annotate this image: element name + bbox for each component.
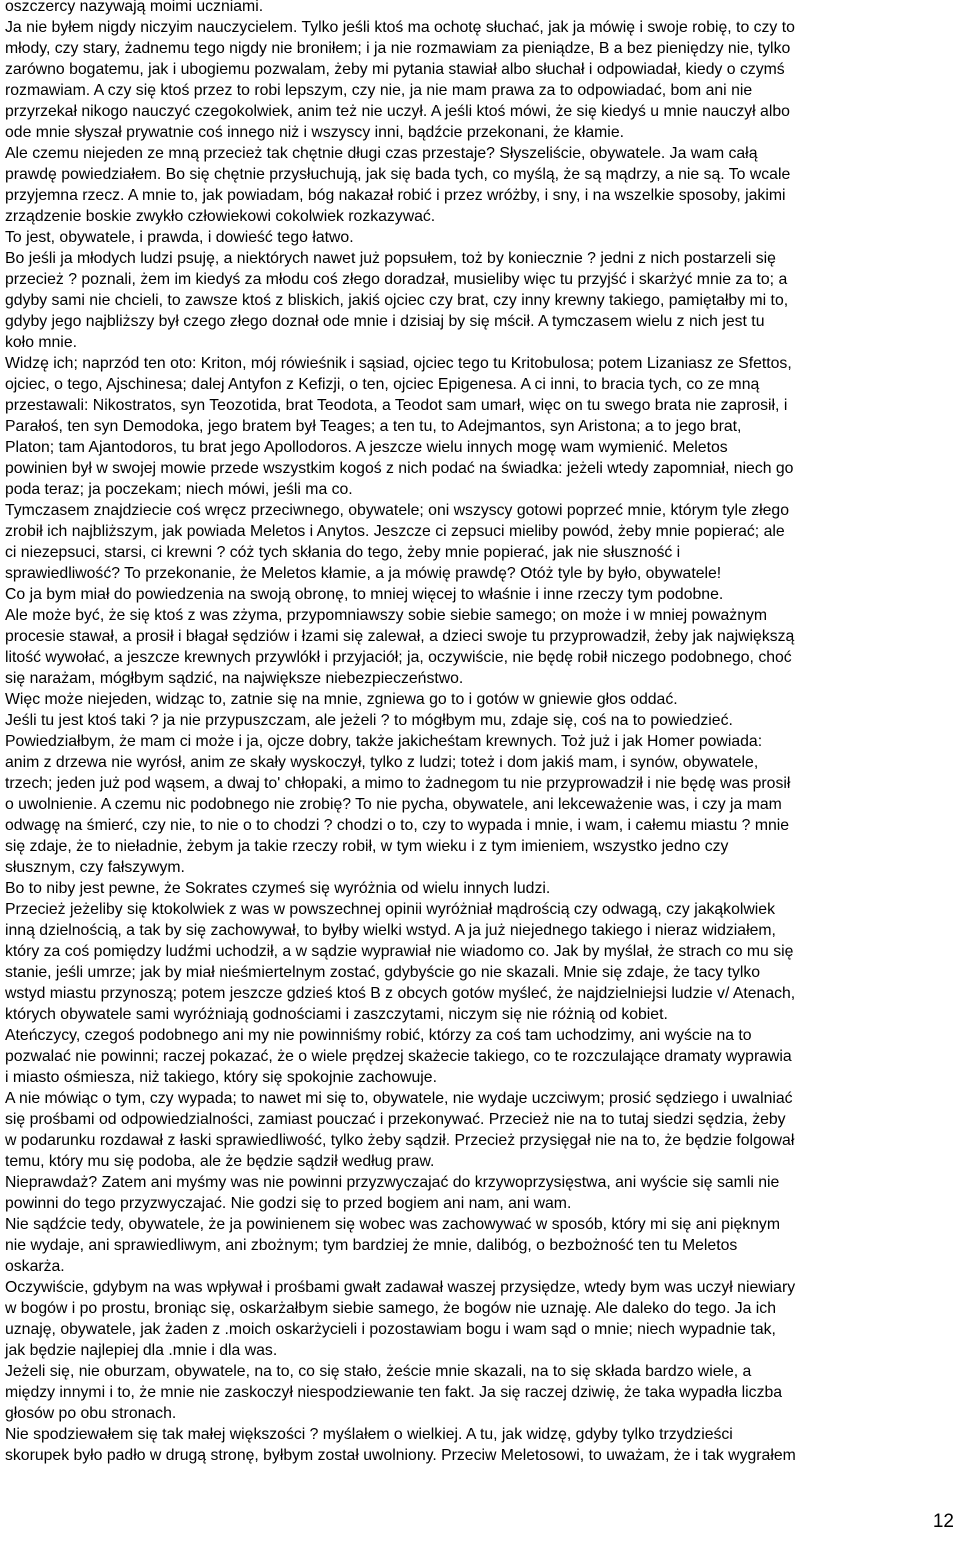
text-line: się zdaje, że to nieładnie, żebym ja takie rzeczy robił, w tym wieku i z tym imieniem, wszystko jedno czy: [5, 838, 729, 855]
text-line: rozmawiam. A czy się ktoś przez to robi lepszym, czy nie, ja nie mam prawa za to odpowiadać, bom ani nie: [5, 82, 753, 99]
text-line: Bo jeśli ja młodych ludzi psuję, a niektórych nawet już popsułem, toż by koniecznie ? jedni z nich postarzeli się: [5, 250, 776, 267]
text-line: stanie, jeśli umrze; jak by miał nieśmiertelnym zostać, gdybyście go nie skazali. Mnie się zdaje, że tacy tylko: [5, 964, 761, 981]
text-line: przyjemna rzecz. A mnie to, jak powiadam, bóg nakazał robić i przez wróżby, i sny, i na wszelkie sposoby, jakimi: [5, 187, 786, 204]
text-line: Ale może być, że się ktoś z was zżyma, przypomniawszy sobie siebie samego; on może i w mniej poważnym: [5, 607, 768, 624]
text-line: temu, który mu się podoba, ale że będzie sądził według praw.: [5, 1153, 435, 1170]
text-line: trzech; jeden już pod wąsem, a dwaj to' chłopaki, a mimo to żadnegom tu nie przyprowadził i nie będę was prosił: [5, 775, 791, 792]
text-line: Oczywiście, gdybym na was wpływał i prośbami gwałt zadawał waszej przysiędze, wtedy bym was uczył niewiary: [5, 1279, 796, 1296]
text-line: Nieprawdaż? Zatem ani myśmy was nie powinni przyzwyczajać do krzywoprzysięstwa, ani wyście się samli nie: [5, 1174, 780, 1191]
text-line: przestawali: Nikostratos, syn Teozotida, brat Teodota, a Teodot sam umarł, więc on tu swego brata nie zaprosił, i: [5, 397, 788, 414]
text-line: prawdę powiedziałem. Bo się chętnie przysłuchują, jak się bada tych, co myślą, że są mądrzy, a nie są. To wcale: [5, 166, 791, 183]
text-line: Powiedziałbym, że mam ci może i ja, ojcze dobry, także jakicheśtam krewnych. Toż już i jak Homer powiada:: [5, 733, 763, 750]
text-line: sprawiedliwość? To przekonanie, że Meletos kłamie, a ja mówię prawdę? Otóż tyle by było, obywatele!: [5, 565, 722, 582]
text-line: zrobił ich najbliższym, jak powiada Meletos i Anytos. Jeszcze ci zepsuci mieliby powód, żeby mnie popierać; ale: [5, 523, 785, 540]
text-line: jak będzie najlepiej dla .mnie i dla was.: [5, 1342, 278, 1359]
text-line: się narażam, mógłbym sądzić, na największe niebezpieczeństwo.: [5, 670, 464, 687]
text-line: przecież ? poznali, żem im kiedyś za młodu coś złego doradzał, musieliby więc tu przyjść i skarżyć mnie za to; a: [5, 271, 788, 288]
text-line: gdyby jego najbliższy był czego złego doznał ode mnie i dzisiaj by się mścił. A tymczasem wielu z nich jest tu: [5, 313, 765, 330]
text-line: uznaję, obywatele, jak żaden z .moich oskarżycieli i pozostawiam bogu i wam sąd o mnie; niech wypadnie tak,: [5, 1321, 776, 1338]
text-line: zrządzenie boskie zwykło człowiekowi cokolwiek rozkazywać.: [5, 208, 436, 225]
text-line: poda teraz; ja poczekam; niech mówi, jeśli ma co.: [5, 481, 353, 498]
text-line: Bo to niby jest pewne, że Sokrates czymeś się wyróżnia od wielu innych ludzi.: [5, 880, 551, 897]
text-line: gdyby sami nie chcieli, to zawsze ktoś z bliskich, jakiś ojciec czy brat, czy inny krewny takiego, pamiętałby mi to,: [5, 292, 789, 309]
text-line: anim z drzewa nie wyrósł, anim ze skały wyskoczył, tylko z ludzi; toteż i dom jakiś mam, i synów, obywatele,: [5, 754, 759, 771]
text-line: procesie stawał, a prosił i błagał sędziów i łzami się zalewał, a dzieci swoje tu przyprowadził, żeby jak największą: [5, 628, 795, 645]
text-line: To jest, obywatele, i prawda, i dowieść tego łatwo.: [5, 229, 354, 246]
text-line: młody, czy stary, żadnemu tego nigdy nie broniłem; i ja nie rozmawiam za pieniądze, B a bez pieniędzy nie, tylko: [5, 40, 791, 57]
text-line: pozwalać nie powinni; raczej pokazać, że o wiele prędzej skażecie takiego, co te rozczulające dramaty wyprawia: [5, 1048, 792, 1065]
text-line: przyrzekał nikogo nauczyć czegokolwiek, anim też nie uczył. A jeśli ktoś mówi, że się kiedyś u mnie nauczył albo: [5, 103, 790, 120]
text-line: wstyd miastu przynoszą; potem jeszcze gdzieś ktoś B z obcych gotów myśleć, że najdzielniejsi ludzie v/ Atenach,: [5, 985, 796, 1002]
text-line: litość wywołać, a jeszcze krewnych przywlókł i przyjaciół; ja, oczywiście, nie będę robił niczego podobnego, choć: [5, 649, 792, 666]
text-line: Ateńczycy, czegoś podobnego ani my nie powinniśmy robić, którzy za coś tam uchodzimy, ani wyście na to: [5, 1027, 752, 1044]
text-line: inną dzielnością, a tak by się zachowywał, to byłby wielki wstyd. A ja już niejednego takiego i nieraz widziałem,: [5, 922, 776, 939]
text-line: między innymi i to, że mnie nie zaskoczył niespodziewanie ten fakt. Ja się raczej dziwię, że taka wypadła liczba: [5, 1384, 783, 1401]
text-line: powinien był w swojej mowie przede wszystkim kogoś z nich podać na świadka: jeżeli wtedy zapomniał, niech go: [5, 460, 794, 477]
text-line: koło mnie.: [5, 334, 77, 351]
text-line: w podarunku rozdawał z łaski sprawiedliwość, tylko żeby sądził. Przecież przysięgał nie na to, że będzie folgował: [5, 1132, 795, 1149]
body-text: [5, 0, 957, 1466]
text-line: ci niezepsuci, starsi, ci krewni ? cóż tych skłania do tego, żeby mnie popierać, jak nie słuszność i: [5, 544, 681, 561]
text-line: nie wydaje, ani sprawiedliwym, ani zbożnym; tym bardziej że mnie, dalibóg, o bezbożność ten tu Meletos: [5, 1237, 738, 1254]
text-line: których obywatele sami wyróżniają godnościami i zaszczytami, niczym się nie różnią od kobiet.: [5, 1006, 668, 1023]
text-line: Nie spodziewałem się tak małej większości ? myślałem o wielkiej. A tu, jak widzę, gdyby tylko trzydzieści: [5, 1426, 733, 1443]
text-line: który za coś pomiędzy ludźmi uchodził, a w sądzie wyprawiał nie wiadomo co. Jak by myślał, że strach co mu się: [5, 943, 794, 960]
text-line: Co ja bym miał do powiedzenia na swoją obronę, to mniej więcej to właśnie i inne rzeczy tym podobne.: [5, 586, 724, 603]
text-line: odwagę na śmierć, czy nie, to nie o to chodzi ? chodzi o to, czy to wypada i mnie, i wam, i całemu miastu ? mnie: [5, 817, 790, 834]
page-number: 12: [932, 1511, 954, 1532]
text-line: Tymczasem znajdziecie coś wręcz przeciwnego, obywatele; oni wszyscy gotowi poprzeć mnie, którym tyle złego: [5, 502, 790, 519]
text-line: Parałoś, ten syn Demodoka, jego bratem był Teages; a ten tu, to Adejmantos, syn Aristona; a to jego brat,: [5, 418, 742, 435]
text-line: w bogów i po prostu, broniąc się, oskarżałbym siebie samego, że bogów nie uznaję. Ale daleko do tego. Ja ich: [5, 1300, 776, 1317]
text-line: słusznym, czy fałszywym.: [5, 859, 185, 876]
text-line: Ja nie byłem nigdy niczyim nauczycielem. Tylko jeśli ktoś ma ochotę słuchać, jak ja mówię i swoje robię, to czy to: [5, 19, 795, 36]
text-line: zarówno bogatemu, jak i ubogiemu pozwalam, żeby mi pytania stawiał albo słuchał i odpowiadał, kiedy o czymś: [5, 61, 785, 78]
text-line: skorupek było padło w drugą stronę, byłbym został uwolniony. Przeciw Meletosowi, to uważam, że i tak wygrałem: [5, 1447, 796, 1464]
text-line: Nie sądźcie tedy, obywatele, że ja powinienem się wobec was zachowywać w sposób, który mi się ani pięknym: [5, 1216, 780, 1233]
text-line: ojciec, o tego, Ajschinesa; dalej Antyfon z Kefizji, o ten, ojciec Epigenesa. A ci inni, to bracia tych, co ze mną: [5, 376, 760, 393]
text-line: Więc może niejeden, widząc to, zatnie się na mnie, zgniewa go to i gotów w gniewie głos oddać.: [5, 691, 678, 708]
text-line: Widzę ich; naprzód ten oto: Kriton, mój rówieśnik i sąsiad, ojciec tego tu Kritobulosa; potem Lizaniasz ze Sfettos,: [5, 355, 792, 372]
text-line: głosów po obu stronach.: [5, 1405, 177, 1422]
text-line: się prośbami od odpowiedzialności, zamiast pouczać i przekonywać. Przecież nie na to tutaj siedzi sędzia, żeby: [5, 1111, 786, 1128]
text-line: oskarża.: [5, 1258, 65, 1275]
text-line: powinni do tego przyzwyczajać. Nie godzi się to przed bogiem ani nam, ani wam.: [5, 1195, 572, 1212]
text-line: oszczercy nazywają moimi uczniami.: [5, 0, 264, 15]
text-line: Ale czemu niejeden ze mną przecież tak chętnie długi czas przestaje? Słyszeliście, obywatele. Ja wam całą: [5, 145, 758, 162]
text-line: A nie mówiąc o tym, czy wypada; to nawet mi się to, obywatele, nie wydaje uczciwym; prosić sędziego i uwalniać: [5, 1090, 793, 1107]
text-line: ode mnie słyszał prywatnie coś innego niż i wszyscy inni, bądźcie przekonani, że kłamie.: [5, 124, 624, 141]
text-line: Platon; tam Ajantodoros, tu brat jego Apollodoros. A jeszcze wielu innych mogę wam wymienić. Meletos: [5, 439, 728, 456]
text-line: Jeśli tu jest ktoś taki ? ja nie przypuszczam, ale jeżeli ? to mógłbym mu, zdaje się, coś na to powiedzieć.: [5, 712, 733, 729]
text-line: Jeżeli się, nie oburzam, obywatele, na to, co się stało, żeście mnie skazali, na to się składa bardzo wiele, a: [5, 1363, 752, 1380]
text-line: o uwolnienie. A czemu nic podobnego nie zrobię? To nie pycha, obywatele, ani lekceważenie was, i czy ja mam: [5, 796, 782, 813]
text-line: i miasto ośmiesza, niż takiego, który się spokojnie zachowuje.: [5, 1069, 437, 1086]
text-line: Przecież jeżeliby się ktokolwiek z was w powszechnej opinii wyróżniał mądrością czy odwagą, czy jakąkolwiek: [5, 901, 775, 918]
